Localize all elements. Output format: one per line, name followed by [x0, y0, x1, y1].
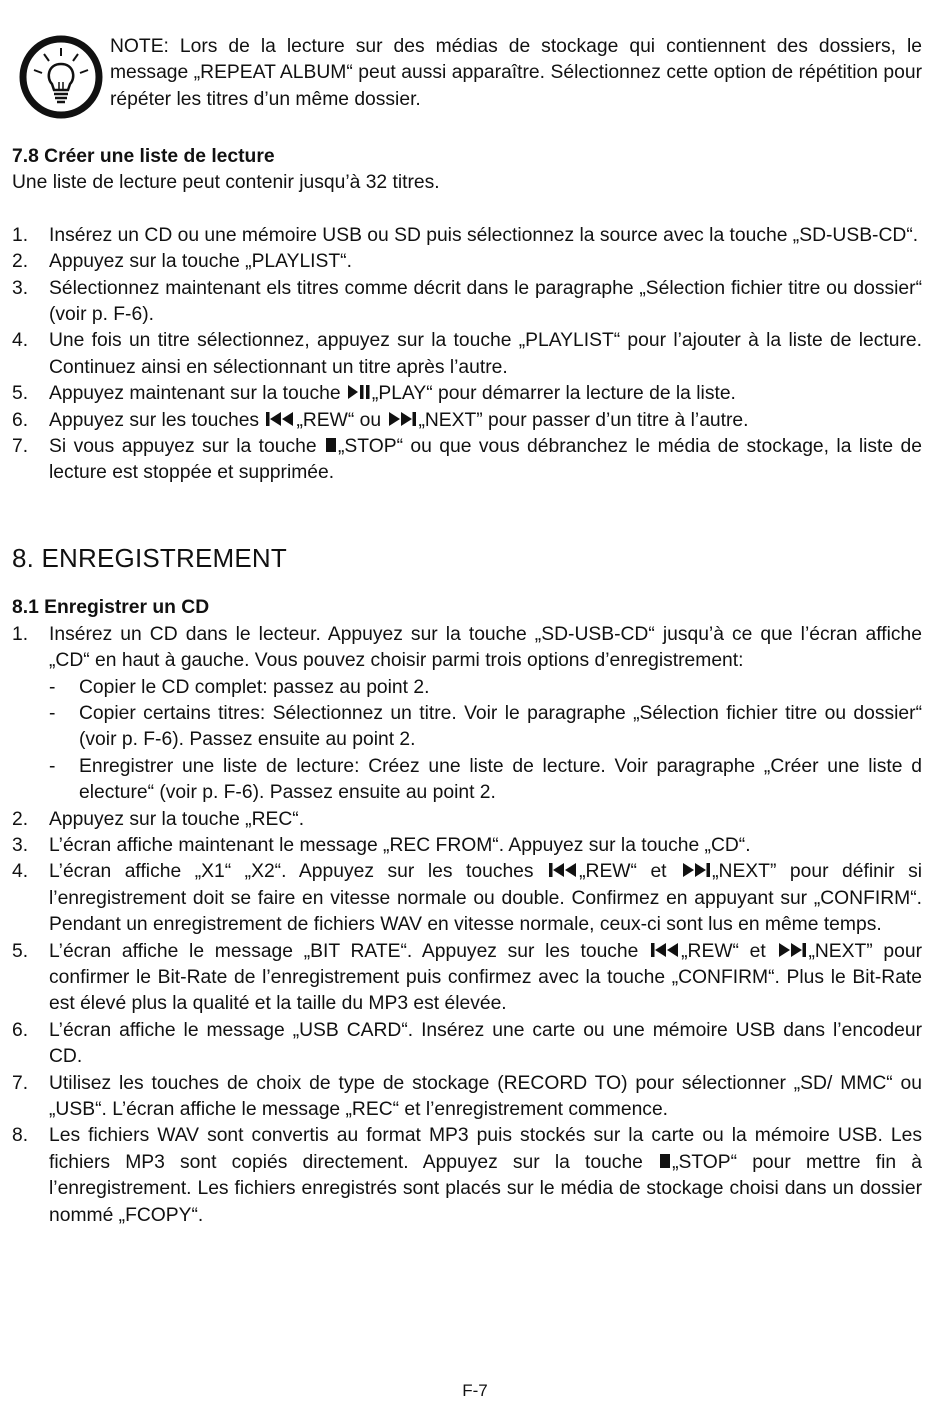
- list-item: 7. Utilisez les touches de choix de type de stockage (RECORD TO) pour sélectionner „SD/ MMC“ ou „USB“. L’écran affiche le message „REC“ et l’enregistrement commence.: [12, 1072, 922, 1120]
- list-item: 6. Appuyez sur les touches „REW“ ou „NEXT” pour passer d’un titre à l’autre.: [12, 409, 749, 431]
- next-track-icon: [680, 862, 712, 878]
- section-intro: Une liste de lecture peut contenir jusqu’à 32 titres.: [12, 172, 440, 194]
- list-item: 4. L’écran affiche „X1“ „X2“. Appuyez sur les touches „REW“ et „NEXT” pour définir si l’enregistrement doit se faire en vitesse normale ou double. Confirmez en appuyant sur „CONFIRM“. Pendant un enregistrement de fichiers WAV en vitesse normale, ceux-ci sont lus en même temps.: [12, 861, 923, 936]
- stop-icon: [324, 437, 338, 453]
- list-item: 2. Appuyez sur la touche „REC“.: [12, 808, 305, 830]
- next-track-icon: [776, 942, 808, 958]
- recording-steps: [12, 622, 922, 1229]
- list-item: 7. Si vous appuyez sur la touche „STOP“ ou que vous débranchez le média de stockage, la liste de lecture est stoppée et supprimée.: [12, 436, 923, 484]
- previous-track-icon: [649, 942, 681, 958]
- list-item: 2. Appuyez sur la touche „PLAYLIST“.: [12, 251, 352, 273]
- next-track-icon: [386, 411, 418, 427]
- list-item: 1. Insérez un CD dans le lecteur. Appuyez sur la touche „SD-USB-CD“ jusqu’à ce que l’écran affiche „CD“ en haut à gauche. Vous pouvez choisir parmi trois options d’enregistrement: - Copier le CD complet: passez au point 2. - Copier certains titres: Sélectionnez un titre. Voir le paragraphe „Sélection fichier titre ou dossier“ (voir p. F-6). Passez ensuite au point 2. - Enregistrer une liste de lecture: Créez une liste de lecture. Voir paragraphe „Créer une liste d electure“ (voir p. F-6). Passez ensuite au point 2.: [12, 622, 922, 807]
- page-number: F-7: [462, 1381, 488, 1400]
- previous-track-icon: [264, 411, 296, 427]
- playlist-steps: [12, 223, 922, 487]
- list-item: 3. Sélectionnez maintenant els titres comme décrit dans le paragraphe „Sélection fichier titre ou dossier“ (voir p. F-6).: [12, 277, 922, 326]
- sub-list: [49, 675, 922, 807]
- sub-list-item: - Copier certains titres: Sélectionnez un titre. Voir le paragraphe „Sélection fichier titre ou dossier“ (voir p. F-6). Passez ensuite au point 2.: [49, 702, 922, 751]
- sub-list-item: - Copier le CD complet: passez au point 2.: [49, 676, 430, 698]
- note-box: [12, 34, 922, 118]
- list-item: 5. Appuyez maintenant sur la touche „PLAY“ pour démarrer la lecture de la liste.: [12, 383, 736, 405]
- play-pause-icon: [346, 384, 372, 400]
- previous-track-icon: [547, 862, 579, 878]
- page-content: [12, 34, 922, 1229]
- section-heading-8-1: 8.1 Enregistrer un CD: [12, 597, 210, 619]
- list-item: 6. L’écran affiche le message „USB CARD“. Insérez une carte ou une mémoire USB dans l’encodeur CD.: [12, 1019, 922, 1068]
- list-item: 5. L’écran affiche le message „BIT RATE“. Appuyez sur les touche „REW“ et „NEXT” pour confirmer le Bit-Rate de l’enregistrement puis confirmez avec la touche „CONFIRM“. Plus le Bit-Rate est élevé plus la qualité et la taille du MP3 est élevée.: [12, 940, 923, 1015]
- list-item: 4. Une fois un titre sélectionnez, appuyez sur la touche „PLAYLIST“ pour l’ajouter à la liste de lecture. Continuez ainsi en sélectionnant un titre après l’autre.: [12, 330, 922, 378]
- list-item: 1. Insérez un CD ou une mémoire USB ou SD puis sélectionnez la source avec la touche „SD-USB-CD“.: [12, 224, 919, 246]
- sub-list-item: - Enregistrer une liste de lecture: Créez une liste de lecture. Voir paragraphe „Créer une liste d electure“ (voir p. F-6). Passez ensuite au point 2.: [49, 755, 922, 804]
- stop-icon: [658, 1153, 672, 1169]
- list-item: 8. Les fichiers WAV sont convertis au format MP3 puis stockés sur la carte ou la mémoire USB. Les fichiers MP3 sont copiés directement. Appuyez sur la touche „STOP“ pour mettre fin à l’enregistrement. Les fichiers enregistrés sont placés sur le média de stockage choisi dans un dossier nommé „FCOPY“.: [12, 1125, 922, 1226]
- lightbulb-icon: [18, 34, 104, 120]
- section-heading-7-8: 7.8 Créer une liste de lecture: [12, 146, 275, 167]
- note-text: NOTE: Lors de la lecture sur des médias de stockage qui contiennent des dossiers, le message „REPEAT ALBUM“ peut aussi apparaître. Sélectionnez cette option de répétition pour répéter les titres d’un même dossier.: [110, 36, 922, 110]
- list-item: 3. L’écran affiche maintenant le message „REC FROM“. Appuyez sur la touche „CD“.: [12, 834, 751, 856]
- chapter-heading: 8. ENREGISTREMENT: [12, 542, 287, 573]
